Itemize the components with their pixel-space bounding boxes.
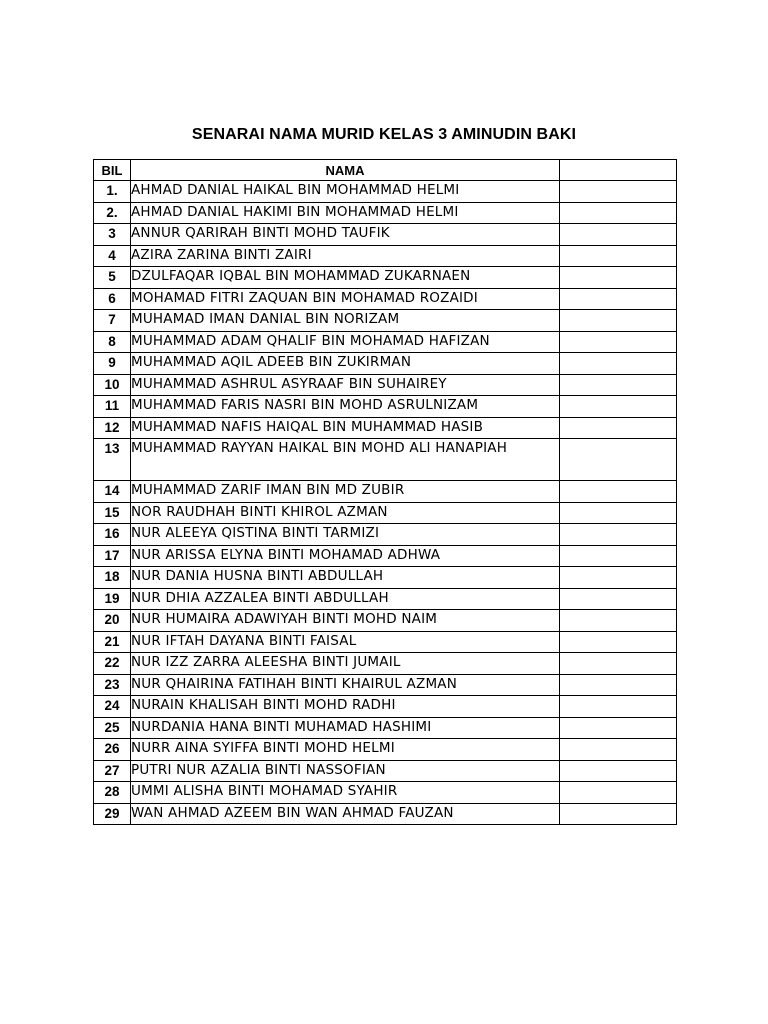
table-row <box>94 567 677 589</box>
row-number-cell: 28 <box>94 782 131 804</box>
student-name-cell: PUTRI NUR AZALIA BINTI NASSOFIAN <box>131 760 560 782</box>
row-number-cell: 29 <box>94 803 131 825</box>
table-row <box>94 181 677 203</box>
blank-cell <box>560 267 677 289</box>
row-number-cell: 5 <box>94 267 131 289</box>
table-row <box>94 674 677 696</box>
student-name-cell: MUHAMMAD RAYYAN HAIKAL BIN MOHD ALI HANAPIAH <box>131 439 560 481</box>
student-name-cell: MOHAMAD FITRI ZAQUAN BIN MOHAMAD ROZAIDI <box>131 288 560 310</box>
table-row <box>94 202 677 224</box>
table-row <box>94 653 677 675</box>
blank-cell <box>560 674 677 696</box>
student-name-cell: NUR IFTAH DAYANA BINTI FAISAL <box>131 631 560 653</box>
student-name-cell: AHMAD DANIAL HAKIMI BIN MOHAMMAD HELMI <box>131 202 560 224</box>
table-row <box>94 353 677 375</box>
row-number-cell: 12 <box>94 417 131 439</box>
row-number-cell: 22 <box>94 653 131 675</box>
row-number-cell: 15 <box>94 502 131 524</box>
blank-cell <box>560 739 677 761</box>
row-number-cell: 8 <box>94 331 131 353</box>
student-name-cell: NURAIN KHALISAH BINTI MOHD RADHI <box>131 696 560 718</box>
page-title: SENARAI NAMA MURID KELAS 3 AMINUDIN BAKI <box>191 126 577 143</box>
table-row <box>94 631 677 653</box>
student-name-cell: AZIRA ZARINA BINTI ZAIRI <box>131 245 560 267</box>
table-row <box>94 717 677 739</box>
table-row <box>94 396 677 418</box>
row-number-cell: 2. <box>94 202 131 224</box>
student-roster-table <box>93 159 677 825</box>
blank-cell <box>560 331 677 353</box>
student-name-cell: UMMI ALISHA BINTI MOHAMAD SYAHIR <box>131 782 560 804</box>
blank-cell <box>560 310 677 332</box>
blank-cell <box>560 524 677 546</box>
student-name-cell: MUHAMMAD ZARIF IMAN BIN MD ZUBIR <box>131 481 560 503</box>
student-name-cell: AHMAD DANIAL HAIKAL BIN MOHAMMAD HELMI <box>131 181 560 203</box>
table-row <box>94 439 677 481</box>
table-row <box>94 310 677 332</box>
row-number-cell: 13 <box>94 439 131 481</box>
student-name-cell: MUHAMAD IMAN DANIAL BIN NORIZAM <box>131 310 560 332</box>
blank-cell <box>560 610 677 632</box>
row-number-cell: 9 <box>94 353 131 375</box>
table-row <box>94 696 677 718</box>
row-number-cell: 1. <box>94 181 131 203</box>
row-number-cell: 6 <box>94 288 131 310</box>
student-name-cell: MUHAMMAD ADAM QHALIF BIN MOHAMAD HAFIZAN <box>131 331 560 353</box>
table-row <box>94 739 677 761</box>
student-name-cell: MUHAMMAD NAFIS HAIQAL BIN MUHAMMAD HASIB <box>131 417 560 439</box>
table-row <box>94 267 677 289</box>
blank-cell <box>560 653 677 675</box>
table-body <box>94 181 677 825</box>
student-name-cell: NOR RAUDHAH BINTI KHIROL AZMAN <box>131 502 560 524</box>
blank-cell <box>560 696 677 718</box>
blank-cell <box>560 481 677 503</box>
blank-cell <box>560 717 677 739</box>
table-row <box>94 782 677 804</box>
student-name-cell: DZULFAQAR IQBAL BIN MOHAMMAD ZUKARNAEN <box>131 267 560 289</box>
student-name-cell: MUHAMMAD FARIS NASRI BIN MOHD ASRULNIZAM <box>131 396 560 418</box>
blank-cell <box>560 224 677 246</box>
row-number-cell: 3 <box>94 224 131 246</box>
table-row <box>94 760 677 782</box>
row-number-cell: 23 <box>94 674 131 696</box>
student-name-cell: NUR ARISSA ELYNA BINTI MOHAMAD ADHWA <box>131 545 560 567</box>
student-name-cell: NUR ALEEYA QISTINA BINTI TARMIZI <box>131 524 560 546</box>
row-number-cell: 19 <box>94 588 131 610</box>
column-header-bil: BIL <box>94 160 131 181</box>
student-name-cell: ANNUR QARIRAH BINTI MOHD TAUFIK <box>131 224 560 246</box>
blank-cell <box>560 588 677 610</box>
row-number-cell: 26 <box>94 739 131 761</box>
column-header-extra <box>560 160 677 181</box>
table-row <box>94 524 677 546</box>
blank-cell <box>560 760 677 782</box>
student-name-cell: NUR DANIA HUSNA BINTI ABDULLAH <box>131 567 560 589</box>
student-name-cell: WAN AHMAD AZEEM BIN WAN AHMAD FAUZAN <box>131 803 560 825</box>
student-name-cell: NUR IZZ ZARRA ALEESHA BINTI JUMAIL <box>131 653 560 675</box>
row-number-cell: 24 <box>94 696 131 718</box>
table-header-row <box>94 160 677 181</box>
blank-cell <box>560 417 677 439</box>
table-row <box>94 374 677 396</box>
row-number-cell: 14 <box>94 481 131 503</box>
table-row <box>94 803 677 825</box>
row-number-cell: 17 <box>94 545 131 567</box>
table-row <box>94 588 677 610</box>
table-row <box>94 545 677 567</box>
row-number-cell: 10 <box>94 374 131 396</box>
blank-cell <box>560 396 677 418</box>
student-name-cell: NUR QHAIRINA FATIHAH BINTI KHAIRUL AZMAN <box>131 674 560 696</box>
student-name-cell: NUR HUMAIRA ADAWIYAH BINTI MOHD NAIM <box>131 610 560 632</box>
student-name-cell: NURDANIA HANA BINTI MUHAMAD HASHIMI <box>131 717 560 739</box>
row-number-cell: 25 <box>94 717 131 739</box>
row-number-cell: 11 <box>94 396 131 418</box>
row-number-cell: 27 <box>94 760 131 782</box>
blank-cell <box>560 245 677 267</box>
row-number-cell: 4 <box>94 245 131 267</box>
blank-cell <box>560 502 677 524</box>
table-row <box>94 481 677 503</box>
row-number-cell: 16 <box>94 524 131 546</box>
blank-cell <box>560 288 677 310</box>
blank-cell <box>560 803 677 825</box>
blank-cell <box>560 181 677 203</box>
blank-cell <box>560 631 677 653</box>
blank-cell <box>560 439 677 481</box>
blank-cell <box>560 374 677 396</box>
blank-cell <box>560 782 677 804</box>
student-name-cell: MUHAMMAD ASHRUL ASYRAAF BIN SUHAIREY <box>131 374 560 396</box>
column-header-nama: NAMA <box>131 160 560 181</box>
row-number-cell: 18 <box>94 567 131 589</box>
blank-cell <box>560 545 677 567</box>
row-number-cell: 20 <box>94 610 131 632</box>
table-row <box>94 417 677 439</box>
student-name-cell: NUR DHIA AZZALEA BINTI ABDULLAH <box>131 588 560 610</box>
blank-cell <box>560 202 677 224</box>
row-number-cell: 21 <box>94 631 131 653</box>
blank-cell <box>560 353 677 375</box>
student-name-cell: MUHAMMAD AQIL ADEEB BIN ZUKIRMAN <box>131 353 560 375</box>
table-row <box>94 224 677 246</box>
table-row <box>94 502 677 524</box>
row-number-cell: 7 <box>94 310 131 332</box>
table-row <box>94 610 677 632</box>
table-row <box>94 288 677 310</box>
table-row <box>94 245 677 267</box>
blank-cell <box>560 567 677 589</box>
student-name-cell: NURR AINA SYIFFA BINTI MOHD HELMI <box>131 739 560 761</box>
table-row <box>94 331 677 353</box>
